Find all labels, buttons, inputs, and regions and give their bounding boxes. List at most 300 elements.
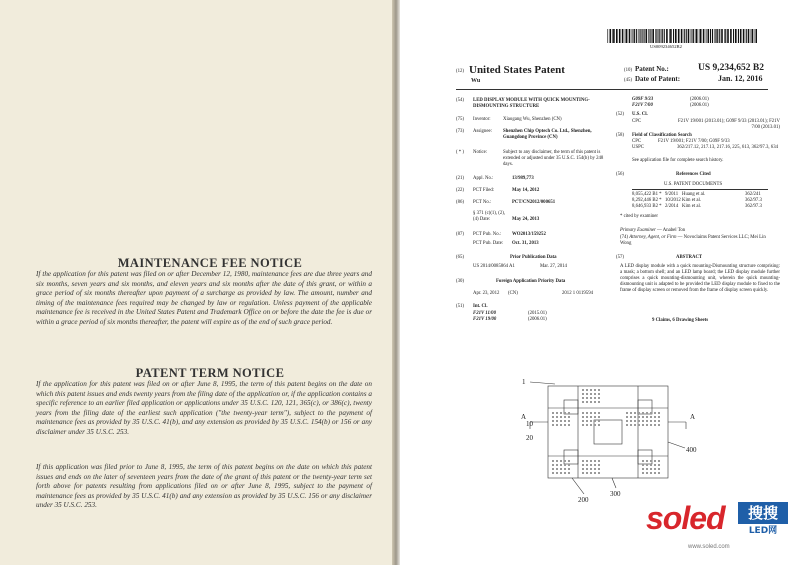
led-pixel [594, 460, 596, 462]
barcode-bar [706, 29, 707, 43]
led-pixel [650, 412, 652, 414]
led-pixel [634, 424, 636, 426]
led-pixel [582, 393, 584, 395]
figure-label-400: 400 [686, 446, 697, 454]
led-pixel [642, 464, 644, 466]
barcode-bar [688, 29, 690, 43]
led-pixel [626, 416, 628, 418]
figure-label-200: 200 [578, 496, 589, 504]
led-pixel [650, 416, 652, 418]
mounting-unit-bottom-right [638, 450, 652, 464]
barcode-bar [748, 29, 750, 43]
barcode-bar [738, 29, 739, 43]
led-pixel [568, 412, 570, 414]
us-cl-cpc-label: CPC [632, 119, 642, 124]
barcode-bar [646, 29, 648, 43]
inventor-short-name: Wu [471, 78, 481, 84]
patent-term-title: PATENT TERM NOTICE [135, 366, 285, 380]
reference-name: Kim et al. [682, 198, 702, 203]
field-code-87: (87) [456, 232, 464, 237]
barcode-bar [733, 29, 734, 43]
barcode-bar [752, 29, 754, 43]
led-pixel [594, 393, 596, 395]
leader-line-200 [572, 478, 584, 494]
barcode-bar [714, 29, 715, 43]
barcode-bar [719, 29, 720, 43]
figure-label-a-left: A [521, 413, 527, 421]
barcode-bar [725, 29, 726, 43]
barcode-bar [678, 29, 680, 43]
led-pixel [634, 416, 636, 418]
led-pixel [586, 460, 588, 462]
foreign-priority-date: Apr. 23, 2012 [473, 291, 500, 296]
barcode-bar [648, 29, 649, 43]
primary-examiner-label: Primary Examiner [620, 228, 656, 233]
led-pixel [626, 420, 628, 422]
led-pixel [646, 424, 648, 426]
led-pixel [564, 472, 566, 474]
pct-pub-no-label: PCT Pub. No.: [473, 232, 502, 237]
barcode-bar [642, 29, 643, 43]
barcode-bar [692, 29, 693, 43]
barcode-bar [610, 29, 611, 43]
inventor-value: Xiaogang Wu, Shenzhen (CN) [503, 117, 562, 122]
led-pixel [568, 464, 570, 466]
field-search-uspc-label: USPC [632, 145, 644, 150]
led-pixel [642, 412, 644, 414]
barcode-bar [659, 29, 660, 43]
barcode-bar [634, 29, 635, 43]
led-pixel [556, 460, 558, 462]
field-code-51: (51) [456, 304, 464, 309]
field-code-56: (56) [616, 172, 624, 177]
led-pixel [582, 397, 584, 399]
pct-filed-label: PCT Filed: [473, 188, 495, 193]
references-subheading: U.S. PATENT DOCUMENTS [664, 182, 723, 187]
field-code-65: (65) [456, 255, 464, 260]
cl-top-2-year: (2006.01) [690, 103, 709, 108]
book-gutter [392, 0, 400, 565]
led-pixel [598, 424, 600, 426]
pct-no-value: PCT/CN2012/000651 [512, 200, 556, 205]
led-pixel [590, 389, 592, 391]
field-code-notice: ( * ) [456, 150, 464, 155]
led-pixel [552, 472, 554, 474]
led-pixel [582, 464, 584, 466]
led-pixel [590, 393, 592, 395]
field-code-57: (57) [616, 255, 624, 260]
reference-name: Kim et al. [682, 204, 702, 209]
abstract-text: A LED display module with a quick mounting-Dismounting structure comprising: a mask; a bottom shell; and an LED lamp board; the LED display module further comprises a quick mounting-dismounting unit, wherein the quick mounting-dismounting unit is adapted to be provided the LED display module to fixed to the frame of display screen or removed from the frame of display screen quickly. [620, 264, 780, 293]
barcode-bar [743, 29, 745, 43]
barcode-bar [715, 29, 716, 43]
led-pixel [582, 401, 584, 403]
led-pixel [642, 468, 644, 470]
led-pixel [582, 472, 584, 474]
led-pixel [598, 401, 600, 403]
led-pixel [658, 472, 660, 474]
leader-line-400 [668, 442, 685, 448]
section-371-date: May 24, 2013 [512, 217, 540, 222]
led-pixel [560, 472, 562, 474]
led-pixel [646, 468, 648, 470]
barcode-bar [740, 29, 742, 43]
led-pixel [564, 416, 566, 418]
led-pixel [626, 424, 628, 426]
led-pixel [590, 424, 592, 426]
field-code-54: (54) [456, 98, 464, 103]
barcode-bar [655, 29, 656, 43]
reference-cls: 362/97.3 [745, 204, 762, 209]
field-search-note: See application file for complete search history. [632, 158, 724, 163]
barcode-bars [607, 29, 757, 43]
led-pixel [564, 468, 566, 470]
appl-no-label: Appl. No.: [473, 176, 494, 181]
barcode-bar [691, 29, 692, 43]
maintenance-fee-title: MAINTENANCE FEE NOTICE [117, 256, 303, 270]
barcode-bar [666, 29, 668, 43]
led-pixel [552, 464, 554, 466]
led-pixel [594, 472, 596, 474]
reference-date: 9/2011 [665, 192, 679, 197]
prior-pub-date: Mar. 27, 2014 [540, 264, 567, 269]
barcode-bar [684, 29, 685, 43]
reference-name: Huang et al. [682, 192, 706, 197]
barcode-bar [756, 29, 757, 43]
led-pixel [552, 460, 554, 462]
barcode-bar [639, 29, 640, 43]
led-pixel [564, 412, 566, 414]
led-pixel [560, 420, 562, 422]
led-pixel [552, 468, 554, 470]
led-pixel [586, 393, 588, 395]
barcode-bar [721, 29, 723, 43]
led-pixel [564, 464, 566, 466]
led-pixel [650, 420, 652, 422]
figure-label-a-right: A [690, 413, 696, 421]
led-pixel [634, 420, 636, 422]
barcode-bar [658, 29, 659, 43]
led-pixel [634, 412, 636, 414]
led-pixel [586, 468, 588, 470]
barcode-bar [724, 29, 725, 43]
led-pixel [646, 472, 648, 474]
patent-term-paragraph-1: If the application for this patent was filed on or after June 8, 1995, the term of this patent begins on the date on which this patent issues and ends twenty years from the filing date of the application or, if the application contains a specific reference to an earlier filed application or applications under 35 U.S.C. 120, 121, 365(c), or 386(c), twenty years from the filing date of the earliest such application ("the twenty-year term"), subject to the payment of maintenance fees as provided by 35 U.S.C. 41(b), and any extension as provided by 35 U.S.C. 154(b) or 156 or any disclaimer under 35 U.S.C. 253. [36, 380, 372, 436]
barcode-bar [696, 29, 698, 43]
claims-and-sheets: 9 Claims, 6 Drawing Sheets [652, 318, 709, 323]
led-pixel [582, 412, 584, 414]
barcode-bar [629, 29, 631, 43]
led-pixel [598, 460, 600, 462]
figure-label-20: 20 [526, 434, 533, 442]
abstract-heading: ABSTRACT [676, 255, 703, 260]
kind-code-10: (10) [624, 68, 632, 73]
barcode-bar [695, 29, 696, 43]
barcode-number: US009234652B2 [650, 44, 682, 49]
barcode-bar [686, 29, 687, 43]
led-pixel [552, 424, 554, 426]
barcode-bar [681, 29, 683, 43]
barcode-bar [703, 29, 705, 43]
field-code-21: (21) [456, 176, 464, 181]
mounting-unit-top-right [638, 400, 652, 414]
barcode-bar [699, 29, 700, 43]
reference-date: 10/2012 [665, 198, 681, 203]
barcode-bar [662, 29, 663, 43]
led-pixel [556, 420, 558, 422]
led-pixel [560, 412, 562, 414]
primary-examiner: Primary Examiner — Anabel Ton [620, 228, 686, 233]
invention-title: LED DISPLAY MODULE WITH QUICK MOUNTING-DISMOUNTING STRUCTURE [473, 98, 590, 109]
barcode-bar [613, 29, 615, 43]
led-pixel [658, 460, 660, 462]
watermark-url: www.soled.com [688, 544, 730, 550]
figure-label-300: 300 [610, 490, 621, 498]
cl-top-1: G09F 9/33 [632, 97, 654, 102]
barcode-bar [607, 29, 608, 43]
led-pixel [658, 464, 660, 466]
cl-top-2: F21V 7/00 [632, 103, 653, 108]
barcode-bar [640, 29, 641, 43]
section-371-label: § 371 (c)(1), (2), (4) Date: [473, 211, 506, 222]
led-pixel [560, 460, 562, 462]
barcode-bar [650, 29, 651, 43]
led-pixel [586, 401, 588, 403]
led-pixel [568, 424, 570, 426]
foreign-priority-country: (CN) [508, 291, 518, 296]
prior-pub-heading: Prior Publication Data [510, 255, 557, 260]
barcode-bar [710, 29, 711, 43]
led-pixel [654, 464, 656, 466]
led-pixel [586, 416, 588, 418]
cl-top-1-year: (2006.01) [690, 97, 709, 102]
barcode-bar [616, 29, 618, 43]
barcode-bar [644, 29, 645, 43]
led-pixel [598, 472, 600, 474]
led-pixel [560, 424, 562, 426]
led-pixel [630, 420, 632, 422]
led-pixel [650, 472, 652, 474]
reference-cls: 362/97.3 [745, 198, 762, 203]
barcode-bar [693, 29, 694, 43]
led-pixel [594, 468, 596, 470]
led-pixel [582, 416, 584, 418]
field-code-75: (75) [456, 117, 464, 122]
barcode-bar [669, 29, 670, 43]
pct-pub-no-value: WO2013/159252 [512, 232, 546, 237]
led-pixel [582, 468, 584, 470]
field-code-86: (86) [456, 200, 464, 205]
led-pixel [586, 472, 588, 474]
references-rule [632, 189, 768, 190]
date-of-patent: Jan. 12, 2016 [718, 74, 763, 83]
led-pixel [568, 468, 570, 470]
us-cl-heading: U.S. Cl. [632, 112, 648, 117]
mounting-unit-top-left [564, 400, 578, 414]
int-cl-item-1-year: (2015.01) [528, 311, 547, 316]
led-pixel [642, 472, 644, 474]
led-pixel [658, 420, 660, 422]
barcode-bar [673, 29, 674, 43]
led-pixel [646, 412, 648, 414]
reference-date: 2/2014 [665, 204, 679, 209]
led-pixel [654, 412, 656, 414]
led-pixel [590, 472, 592, 474]
pct-pub-date-label: PCT Pub. Date: [473, 241, 504, 246]
reference-cls: 362/241 [745, 192, 761, 197]
led-pixel [560, 468, 562, 470]
led-pixel [598, 420, 600, 422]
led-pixel [594, 412, 596, 414]
field-search-uspc: 362/217.12, 217.13, 217.16, 225, 613, 362/97.3, 634 [676, 145, 778, 150]
barcode-bar [727, 29, 729, 43]
barcode-bar [712, 29, 713, 43]
leader-line-300 [612, 478, 616, 488]
patent-header-title: United States Patent [469, 64, 565, 76]
led-pixel [650, 464, 652, 466]
barcode-bar [632, 29, 633, 43]
barcode-bar [625, 29, 626, 43]
foreign-priority-heading: Foreign Application Priority Data [496, 279, 566, 284]
led-pixel [582, 424, 584, 426]
led-pixel [638, 412, 640, 414]
led-pixel [646, 464, 648, 466]
barcode-bar [708, 29, 709, 43]
led-pixel [552, 416, 554, 418]
reference-num: 8,646,933 B2 * [632, 204, 662, 209]
led-pixel [646, 420, 648, 422]
led-pixel [642, 460, 644, 462]
field-code-58: (58) [616, 133, 624, 138]
notice-label: Notice: [473, 150, 488, 155]
led-pixel [594, 416, 596, 418]
led-pixel [654, 460, 656, 462]
barcode-bar [652, 29, 654, 43]
barcode-bar [636, 29, 637, 43]
field-search-heading: Field of Classification Search [632, 133, 692, 138]
led-pixel [594, 397, 596, 399]
barcode-bar [716, 29, 717, 43]
barcode-bar [664, 29, 665, 43]
led-pixel [560, 464, 562, 466]
field-search-cpc: F21V 19/001; F21V 7/00; G09F 9/33 [658, 139, 730, 144]
barcode [607, 29, 757, 43]
led-pixel [638, 416, 640, 418]
prior-pub-number: US 2014/0085864 A1 [473, 264, 515, 269]
led-pixel [594, 389, 596, 391]
pct-no-label: PCT No.: [473, 200, 492, 205]
barcode-bar [746, 29, 747, 43]
field-code-52: (52) [616, 112, 624, 117]
notice-value: Subject to any disclaimer, the term of this patent is extended or adjusted under 35 U.S.C. 154(b) by 248 days. [503, 150, 604, 167]
barcode-bar [717, 29, 718, 43]
led-pixel [598, 464, 600, 466]
led-pixel [568, 420, 570, 422]
led-pixel [590, 464, 592, 466]
led-pixel [638, 420, 640, 422]
led-pixel [658, 412, 660, 414]
led-pixel [586, 389, 588, 391]
barcode-bar [670, 29, 672, 43]
led-pixel [556, 416, 558, 418]
led-pixel [564, 460, 566, 462]
int-cl-item-1: F21V 11/00 [473, 311, 496, 316]
led-pixel [564, 420, 566, 422]
led-pixel [594, 420, 596, 422]
kind-code-12: (12) [456, 69, 464, 74]
barcode-bar [661, 29, 662, 43]
barcode-bar [707, 29, 708, 43]
attorney-code: (74) [620, 235, 628, 240]
led-pixel [594, 464, 596, 466]
led-pixel [586, 424, 588, 426]
led-pixel [590, 468, 592, 470]
attorney-name: Novoclaims Patent Services LLC; Mei Lin Wong [620, 235, 766, 246]
figure-label-1: 1 [522, 378, 526, 386]
primary-examiner-name: Anabel Ton [662, 228, 686, 233]
led-pixel [598, 412, 600, 414]
led-pixel [642, 424, 644, 426]
led-pixel [598, 468, 600, 470]
led-pixel [586, 464, 588, 466]
int-cl-heading: Int. Cl. [473, 304, 488, 309]
led-pixel [598, 397, 600, 399]
pct-pub-date-value: Oct. 31, 2013 [512, 241, 539, 246]
barcode-bar [633, 29, 634, 43]
right-page [400, 0, 800, 565]
watermark-led: LED网 [748, 526, 778, 536]
mounting-unit-bottom-left [564, 450, 578, 464]
attorney: (74) Attorney, Agent, or Firm — Novoclaims Patent Services LLC; Mei Lin Wong [620, 235, 766, 246]
led-pixel [564, 424, 566, 426]
foreign-priority-number: 2012 1 0119594 [562, 291, 594, 296]
led-pixel [650, 460, 652, 462]
led-pixel [556, 464, 558, 466]
cited-by-examiner-note: * cited by examiner [620, 214, 658, 219]
barcode-bar [656, 29, 657, 43]
watermark-chinese: 搜搜 [738, 502, 788, 524]
int-cl-item-2: F21V 19/00 [473, 317, 497, 322]
led-pixel [582, 389, 584, 391]
led-pixel [556, 424, 558, 426]
led-pixel [642, 420, 644, 422]
maintenance-fee-body: If the application for this patent was filed on or after December 12, 1980, maintenance fees are due three years and six months, seven years and six months, and eleven years and six months after the date of this grant, or within a grace period of six months thereafter upon payment of a surcharge as provided by law. The amount, number and timing of the maintenance fees required may be changed by law or regulation. Unless payment of the applicable maintenance fee is received in the United States Patent and Trademark Office on or before the date the fee is due or within a grace period of six months thereafter, the patent will expire as of the end of such grace period. [36, 270, 372, 326]
led-pixel [586, 397, 588, 399]
attorney-label: Attorney, Agent, or Firm [629, 235, 677, 240]
watermark [646, 500, 796, 560]
led-pixel [654, 416, 656, 418]
led-pixel [582, 460, 584, 462]
led-pixel-array [552, 389, 660, 474]
led-pixel [598, 416, 600, 418]
led-pixel [568, 472, 570, 474]
led-pixel [650, 424, 652, 426]
field-code-30: (30) [456, 279, 464, 284]
int-cl-item-2-year: (2006.01) [528, 317, 547, 322]
led-pixel [654, 472, 656, 474]
led-pixel [642, 416, 644, 418]
field-search-cpc-label: CPC [632, 139, 642, 144]
appl-no-value: 13/989,773 [512, 176, 534, 181]
led-pixel [658, 424, 660, 426]
led-pixel [556, 472, 558, 474]
led-pixel [638, 424, 640, 426]
led-pixel [582, 420, 584, 422]
field-code-22: (22) [456, 188, 464, 193]
header-rule [456, 89, 768, 90]
led-pixel [568, 460, 570, 462]
barcode-bar [612, 29, 613, 43]
